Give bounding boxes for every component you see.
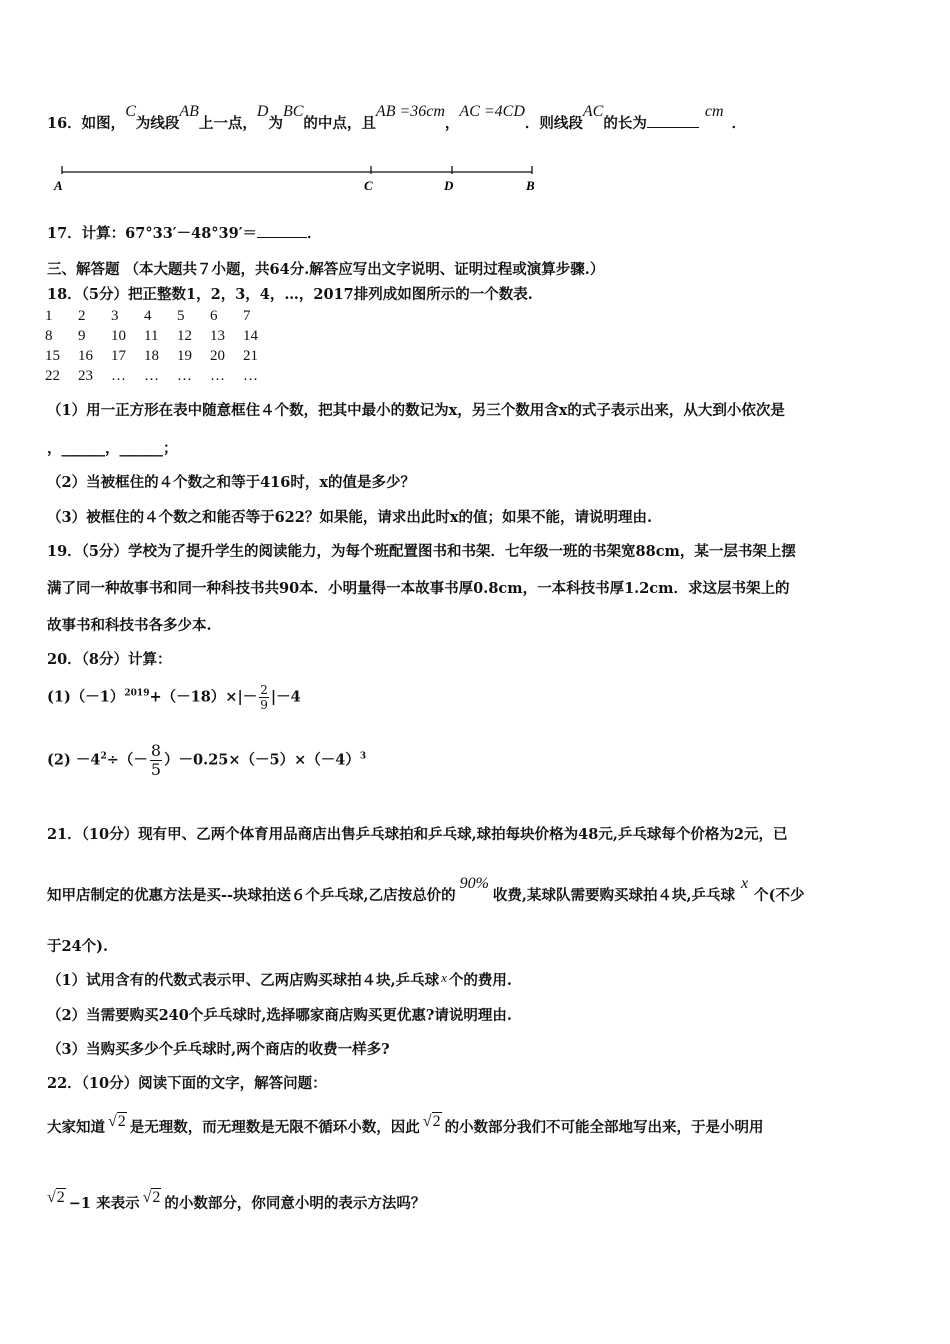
q20-e1-part-a: (1)（－1） bbox=[47, 688, 125, 706]
q18-part-1-blanks: ，______，______； bbox=[47, 440, 178, 457]
table-cell: 11 bbox=[144, 328, 159, 344]
table-row bbox=[45, 348, 276, 368]
label-c: C bbox=[364, 178, 373, 193]
q16-end: ． bbox=[731, 115, 746, 132]
table-cell: 1 bbox=[45, 308, 53, 324]
sqrt-2: √2 bbox=[47, 1189, 65, 1206]
q22-l2-part-b: 的小数部分，你同意小明的表示方法吗？ bbox=[164, 1195, 426, 1212]
q16-var-d: D bbox=[256, 103, 269, 120]
q17-text: 17．计算：67°33′－48°39′＝ bbox=[47, 225, 258, 242]
q19-line-2: 满了同一种故事书和同一种科技书共90本．小明量得一本故事书厚0.8cm，一本科技书厚1.2cm．求这层书架上的 bbox=[47, 580, 790, 597]
q20-e2-part-b: ÷（－ bbox=[106, 751, 148, 769]
q16-var-c: C bbox=[125, 103, 136, 120]
q16-var-ac: AC bbox=[582, 103, 604, 120]
q21-p1-part-a: （1）试用含有的代数式表示甲、乙两店购买球拍４块,乒乓球 bbox=[47, 972, 440, 989]
q18-head: 18．（5分）把正整数1，2，3，4，…，2017排列成如图所示的一个数表. bbox=[47, 286, 533, 303]
table-cell: 8 bbox=[45, 328, 53, 344]
table-row bbox=[45, 308, 276, 328]
q22-l1-part-c: 的小数部分我们不可能全部地写出来，于是小明用 bbox=[444, 1119, 764, 1136]
q20-e2-part-c: ）－0.25×（－5）×（－4） bbox=[164, 751, 360, 769]
q20-e2-part-a: (2) －4 bbox=[47, 751, 101, 769]
table-cell: 12 bbox=[177, 328, 192, 344]
label-d: D bbox=[444, 178, 454, 193]
sqrt-2: √2 bbox=[422, 1113, 441, 1130]
q21-part-3: （3）当购买多少个乒乓球时,两个商店的收费一样多? bbox=[47, 1041, 390, 1058]
fraction-numerator: 2 bbox=[260, 683, 268, 697]
q21-part-2: （2）当需要购买240个乒乓球时,选择哪家商店购买更优惠?请说明理由. bbox=[47, 1007, 512, 1024]
q19-line-1: 19．（5分）学校为了提升学生的阅读能力，为每个班配置图书和书架．七年级一班的书架宽88cm，某一层书架上摆 bbox=[47, 543, 796, 560]
q16-var-ab: AB bbox=[179, 103, 199, 120]
radicand: 2 bbox=[432, 1113, 441, 1130]
q21-var-x: x bbox=[741, 875, 749, 892]
q21-l2-part-b: 收费,某球队需要购买球拍４块,乒乓球 bbox=[492, 887, 736, 904]
q16-unit: cm bbox=[704, 103, 724, 120]
table-cell: 3 bbox=[111, 308, 119, 324]
question-17 bbox=[47, 222, 322, 243]
question-16 bbox=[47, 103, 746, 133]
table-cell: 21 bbox=[243, 348, 258, 364]
table-cell: 7 bbox=[243, 308, 251, 324]
q20-e1-exponent: 2019 bbox=[124, 688, 150, 699]
fraction-2-9 bbox=[259, 683, 269, 712]
q16-text-1: 为线段 bbox=[135, 115, 180, 132]
q16-text-6: 的长为 bbox=[603, 115, 647, 132]
table-cell: 14 bbox=[243, 328, 258, 344]
q16-text-4: 的中点，且 bbox=[303, 115, 376, 132]
table-cell: 13 bbox=[210, 328, 225, 344]
table-cell: 18 bbox=[144, 348, 159, 364]
q22-line-2 bbox=[47, 1189, 426, 1213]
q16-text-3: 为 bbox=[268, 115, 283, 132]
q20-e1-part-b: +（－18）×|－ bbox=[149, 688, 258, 706]
table-cell: 6 bbox=[210, 308, 218, 324]
table-cell: … bbox=[243, 368, 258, 384]
q16-prefix: 16．如图， bbox=[47, 115, 126, 132]
table-cell: 10 bbox=[111, 328, 126, 344]
table-cell: 16 bbox=[78, 348, 93, 364]
q21-percent: 90% bbox=[459, 875, 489, 892]
table-row bbox=[45, 328, 276, 348]
table-cell: 15 bbox=[45, 348, 60, 364]
table-cell: … bbox=[177, 368, 192, 384]
table-cell: … bbox=[144, 368, 159, 384]
q18-part-3: （3）被框住的４个数之和能否等于622？如果能，请求出此时x的值；如果不能，请说明理由. bbox=[47, 509, 653, 526]
q16-eq-2: AC =4CD bbox=[459, 103, 525, 120]
table-cell: … bbox=[210, 368, 225, 384]
q18-part-2: （2）当被框住的４个数之和等于416时，x的值是多少？ bbox=[47, 474, 415, 491]
q20-expr-1 bbox=[47, 683, 301, 712]
fraction-denominator: 5 bbox=[150, 760, 162, 779]
q20-expr-2 bbox=[47, 742, 366, 779]
table-cell: 22 bbox=[45, 368, 60, 384]
table-cell: 9 bbox=[78, 328, 86, 344]
sqrt-2: √2 bbox=[108, 1113, 126, 1130]
q22-line-1 bbox=[47, 1113, 764, 1137]
q17-end: ． bbox=[307, 225, 322, 242]
radicand: 2 bbox=[56, 1189, 65, 1206]
table-cell: 20 bbox=[210, 348, 225, 364]
q22-l1-part-b: 是无理数，而无理数是无限不循环小数，因此 bbox=[129, 1119, 420, 1136]
table-row bbox=[45, 368, 276, 388]
q21-part-1 bbox=[47, 969, 512, 990]
sqrt-2: √2 bbox=[142, 1189, 161, 1206]
q21-l2-part-c: 个(不少 bbox=[754, 887, 805, 904]
q22-l2-part-a: −1 来表示 bbox=[68, 1195, 140, 1212]
table-cell: 23 bbox=[78, 368, 93, 384]
q18-part-1: （1）用一正方形在表中随意框住４个数，把其中最小的数记为x，另三个数用含x的式子表示出来，从大到小依次是 bbox=[47, 402, 785, 419]
q16-text-5: ．则线段 bbox=[524, 115, 583, 132]
q21-l2-part-a: 知甲店制定的优惠方法是买--块球拍送６个乒乓球,乙店按总价的 bbox=[47, 887, 456, 904]
q17-answer-blank[interactable] bbox=[257, 223, 307, 238]
q16-eq-1: AB =36cm bbox=[375, 103, 445, 120]
q22-head: 22．（10分）阅读下面的文字，解答问题： bbox=[47, 1075, 327, 1092]
q20-head: 20．（8分）计算： bbox=[47, 651, 172, 668]
q22-l1-part-a: 大家知道 bbox=[47, 1119, 105, 1136]
label-a: A bbox=[54, 178, 63, 193]
q20-e2-exponent-2: 3 bbox=[359, 751, 367, 762]
table-cell: 17 bbox=[111, 348, 126, 364]
q21-line-2 bbox=[47, 875, 805, 905]
section-3-heading: 三、解答题 （本大题共７小题，共64分.解答应写出文字说明、证明过程或演算步骤.） bbox=[47, 261, 605, 278]
q20-e1-part-c: |－4 bbox=[270, 688, 301, 706]
table-cell: … bbox=[111, 368, 126, 384]
table-cell: 4 bbox=[144, 308, 152, 324]
q21-p1-part-b: 个的费用. bbox=[448, 972, 512, 989]
fraction-denominator: 9 bbox=[260, 698, 268, 712]
q21-line-3: 于24个). bbox=[47, 938, 109, 955]
segment-diagram bbox=[50, 162, 570, 198]
q16-var-bc: BC bbox=[282, 103, 304, 120]
table-cell: 2 bbox=[78, 308, 86, 324]
table-cell: 5 bbox=[177, 308, 185, 324]
label-b: B bbox=[526, 178, 535, 193]
radicand: 2 bbox=[152, 1189, 161, 1206]
q21-line-1: 21．（10分）现有甲、乙两个体育用品商店出售乒乓球拍和乒乓球,球拍每块价格为48元,乒乓球每个价格为2元，已 bbox=[47, 826, 788, 843]
fraction-8-5 bbox=[150, 742, 162, 779]
q16-text-2: 上一点， bbox=[198, 115, 257, 132]
q16-answer-blank[interactable] bbox=[647, 113, 699, 128]
number-table bbox=[45, 308, 276, 388]
radicand: 2 bbox=[117, 1113, 126, 1130]
q16-comma: ， bbox=[444, 115, 460, 132]
q19-line-3: 故事书和科技书各多少本. bbox=[47, 617, 212, 634]
fraction-numerator: 8 bbox=[150, 741, 162, 760]
q21-p1-var-x: x bbox=[441, 970, 447, 985]
q20-e2-exponent: 2 bbox=[100, 751, 107, 762]
table-cell: 19 bbox=[177, 348, 192, 364]
